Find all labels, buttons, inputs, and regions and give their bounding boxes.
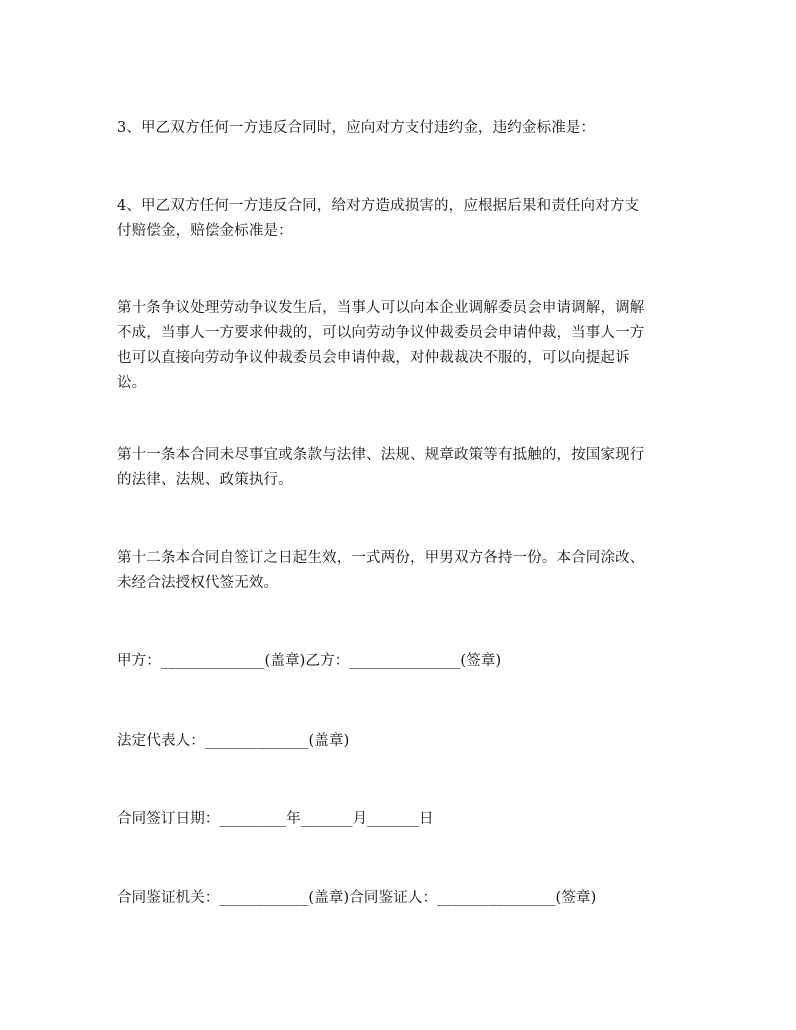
article-11-line-2: 的法律、法规、政策执行。: [117, 472, 293, 488]
legal-representative-text: 法定代表人：______________(盖章): [117, 733, 350, 749]
clause-3-paragraph: [117, 116, 685, 141]
party-signature-text: 甲方：______________(盖章)乙方：_______________(签章): [117, 653, 502, 669]
article-11-paragraph: [117, 443, 685, 493]
article-12-line-1: 第十二条本合同自签订之日起生效，一式两份，甲男双方各持一份。本合同涂改、: [117, 550, 645, 566]
party-signature-line: [117, 649, 685, 674]
article-10-line-2: 不成，当事人一方要求仲裁的，可以向劳动争议仲裁委员会申请仲裁，当事人一方: [117, 325, 645, 341]
legal-representative-line: [117, 729, 685, 754]
article-10-line-4: 讼。: [117, 375, 147, 391]
clause-4-paragraph: [117, 194, 685, 244]
signing-date-line: [117, 807, 685, 832]
article-11-line-1: 第十一条本合同未尽事宜或条款与法律、法规、规章政策等有抵触的，按国家现行: [117, 447, 645, 463]
clause-4-line-1: 4、甲乙双方任何一方违反合同，给对方造成损害的，应根据后果和责任向对方支: [117, 198, 640, 214]
article-12-paragraph: [117, 546, 685, 596]
article-10-line-1: 第十条争议处理劳动争议发生后，当事人可以向本企业调解委员会申请调解，调解: [117, 300, 645, 316]
article-10-line-3: 也可以直接向劳动争议仲裁委员会申请仲裁，对仲裁裁决不服的，可以向提起诉: [117, 350, 630, 366]
authentication-line: [117, 886, 685, 911]
article-10-paragraph: [117, 296, 685, 396]
clause-3-text: 3、甲乙双方任何一方违反合同时，应向对方支付违约金，违约金标准是：: [117, 120, 596, 136]
authentication-text: 合同鉴证机关：____________(盖章)合同鉴证人：________________(签章): [117, 890, 597, 906]
article-12-line-2: 未经合法授权代签无效。: [117, 575, 279, 591]
signing-date-text: 合同签订日期：_________年_______月_______日: [117, 811, 434, 827]
clause-4-line-2: 付赔偿金，赔偿金标准是：: [117, 223, 293, 239]
